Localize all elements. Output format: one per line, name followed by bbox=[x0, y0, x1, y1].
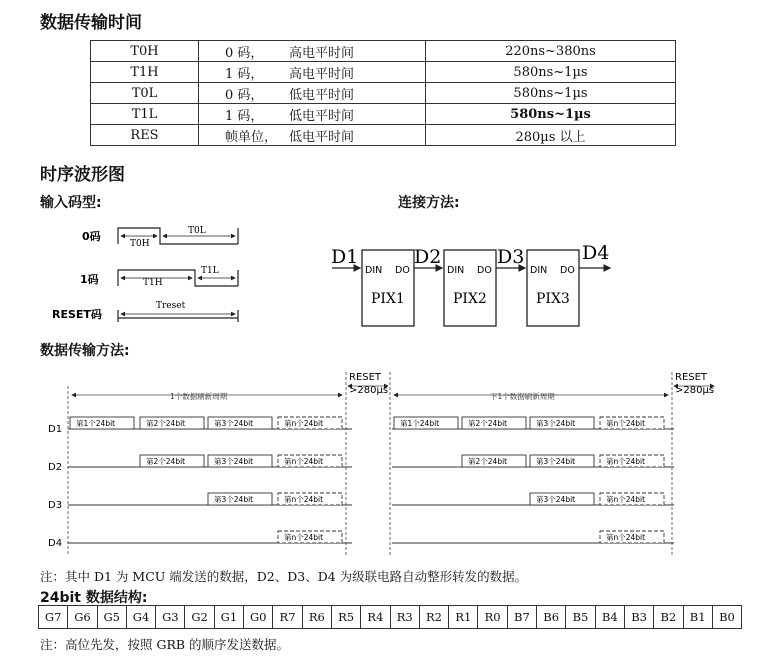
data-frame-label: 第n个24bit bbox=[606, 495, 646, 504]
code1-label: 1码 bbox=[80, 273, 99, 286]
bit-cell: R1 bbox=[449, 606, 478, 629]
pix3-din: DIN bbox=[530, 265, 548, 276]
data-frame-label: 第1个24bit bbox=[76, 419, 116, 428]
bit-cell: R3 bbox=[390, 606, 419, 629]
timing-code: 0 码， bbox=[225, 87, 264, 103]
row-label-d2: D2 bbox=[48, 462, 63, 473]
t0l-label: T0L bbox=[188, 226, 206, 236]
code0-label: 0码 bbox=[82, 230, 101, 243]
bit-cell: G7 bbox=[39, 606, 68, 629]
data-frame-label: 第3个24bit bbox=[214, 457, 254, 466]
period1-label: 1个数据刷新周期 bbox=[170, 392, 228, 401]
page-title: 数据传输时间 bbox=[40, 13, 142, 33]
timing-value: 580ns~1µs bbox=[426, 62, 676, 83]
data-frame-label: 第n个24bit bbox=[606, 419, 646, 428]
bit-cell: R0 bbox=[478, 606, 507, 629]
signal-d3: D3 bbox=[497, 246, 525, 268]
signal-d1: D1 bbox=[331, 246, 359, 268]
row-label-d4: D4 bbox=[48, 538, 63, 549]
bit-cell: B7 bbox=[507, 606, 536, 629]
connection-diagram bbox=[331, 242, 610, 326]
timing-value: 580ns~1µs bbox=[426, 104, 676, 125]
data-frame-label: 第n个24bit bbox=[284, 495, 324, 504]
data-frame-label: 第2个24bit bbox=[146, 457, 186, 466]
data-frame-label: 第n个24bit bbox=[606, 457, 646, 466]
bit-structure-heading: 24bit 数据结构: bbox=[40, 590, 148, 606]
t0h-label: T0H bbox=[130, 239, 150, 249]
timing-code: 帧单位， bbox=[225, 129, 278, 145]
bit-cell: G1 bbox=[214, 606, 243, 629]
bit-cell: G2 bbox=[185, 606, 214, 629]
t1l-label: T1L bbox=[201, 266, 219, 276]
data-frame-label: 第2个24bit bbox=[468, 419, 508, 428]
signal-d4: D4 bbox=[582, 242, 610, 264]
timing-name: T1H bbox=[91, 62, 199, 83]
bit-cell: R7 bbox=[273, 606, 302, 629]
data-frame-label: 第3个24bit bbox=[536, 495, 576, 504]
data-frame-label: 第2个24bit bbox=[146, 419, 186, 428]
bit-cell: R5 bbox=[331, 606, 360, 629]
signal-d2: D2 bbox=[414, 246, 442, 268]
timing-desc: 高电平时间 bbox=[289, 45, 355, 61]
transfer-note: 注：其中 D1 为 MCU 端发送的数据，D2、D3、D4 为级联电路自动整形转发的数据。 bbox=[40, 569, 528, 584]
pix2-din: DIN bbox=[447, 265, 465, 276]
bit-cell: B1 bbox=[683, 606, 712, 629]
pix1-din: DIN bbox=[365, 265, 383, 276]
data-frame-label: 第3个24bit bbox=[536, 419, 576, 428]
row-label-d3: D3 bbox=[48, 500, 63, 511]
connection-heading: 连接方法: bbox=[398, 195, 460, 211]
row-label-d1: D1 bbox=[48, 424, 63, 435]
timing-name: T0L bbox=[91, 83, 199, 104]
reset-time-2: >280µs bbox=[675, 385, 715, 396]
timing-desc: 低电平时间 bbox=[289, 108, 355, 124]
pix3-do: DO bbox=[560, 265, 575, 276]
data-frame-label: 第3个24bit bbox=[536, 457, 576, 466]
data-frame-label: 第n个24bit bbox=[284, 533, 324, 542]
data-frame-label: 第3个24bit bbox=[214, 419, 254, 428]
bit-cell: R4 bbox=[361, 606, 390, 629]
data-frame-label: 第n个24bit bbox=[606, 533, 646, 542]
waveform-heading: 时序波形图 bbox=[40, 165, 125, 185]
timing-name: RES bbox=[91, 125, 199, 146]
pix2-do: DO bbox=[477, 265, 492, 276]
bit-cell: B0 bbox=[712, 606, 741, 629]
bit-cell: B4 bbox=[595, 606, 624, 629]
input-code-heading: 输入码型: bbox=[40, 195, 102, 211]
bit-cell: G3 bbox=[156, 606, 185, 629]
transfer-diagram bbox=[48, 372, 714, 556]
pix2-label: PIX2 bbox=[453, 291, 487, 307]
pix1-label: PIX1 bbox=[371, 291, 405, 307]
bit-cell: B3 bbox=[624, 606, 653, 629]
order-note: 注：高位先发，按照 GRB 的顺序发送数据。 bbox=[40, 637, 290, 652]
bit-cell: G0 bbox=[244, 606, 273, 629]
timing-code: 1 码， bbox=[225, 108, 264, 124]
bit-cell: G4 bbox=[126, 606, 155, 629]
timing-name: T0H bbox=[91, 41, 199, 62]
timing-code: 1 码， bbox=[225, 66, 264, 82]
t1h-label: T1H bbox=[143, 278, 163, 288]
timing-desc: 低电平时间 bbox=[289, 129, 355, 145]
bit-cell: B6 bbox=[537, 606, 566, 629]
pix1-do: DO bbox=[395, 265, 410, 276]
transfer-method-heading: 数据传输方法: bbox=[40, 343, 130, 359]
timing-value: 220ns~380ns bbox=[426, 41, 676, 62]
bit-structure-table bbox=[38, 605, 742, 629]
data-frame-label: 第1个24bit bbox=[400, 419, 440, 428]
timing-desc: 低电平时间 bbox=[289, 87, 355, 103]
bit-cell: B5 bbox=[566, 606, 595, 629]
reset-label-2: RESET bbox=[675, 372, 708, 383]
bit-cell: G5 bbox=[97, 606, 126, 629]
data-frame-label: 第n个24bit bbox=[284, 457, 324, 466]
timing-name: T1L bbox=[91, 104, 199, 125]
timing-code: 0 码， bbox=[225, 45, 264, 61]
bit-cell: R6 bbox=[302, 606, 331, 629]
data-frame-label: 第3个24bit bbox=[214, 495, 254, 504]
reset-time-1: >280µs bbox=[349, 385, 389, 396]
reset-code-label: RESET码 bbox=[52, 308, 102, 321]
reset-label-1: RESET bbox=[349, 372, 382, 383]
bit-cell: R2 bbox=[419, 606, 448, 629]
bit-cell: B2 bbox=[654, 606, 683, 629]
data-frame-label: 第2个24bit bbox=[468, 457, 508, 466]
timing-value: 280µs 以上 bbox=[426, 125, 676, 146]
pix3-label: PIX3 bbox=[536, 291, 570, 307]
period2-label: 下1个数据刷新周期 bbox=[490, 392, 555, 401]
timing-value: 580ns~1µs bbox=[426, 83, 676, 104]
data-frame-label: 第n个24bit bbox=[284, 419, 324, 428]
treset-label: Treset bbox=[156, 301, 186, 311]
timing-desc: 高电平时间 bbox=[289, 66, 355, 82]
bit-cell: G6 bbox=[68, 606, 97, 629]
